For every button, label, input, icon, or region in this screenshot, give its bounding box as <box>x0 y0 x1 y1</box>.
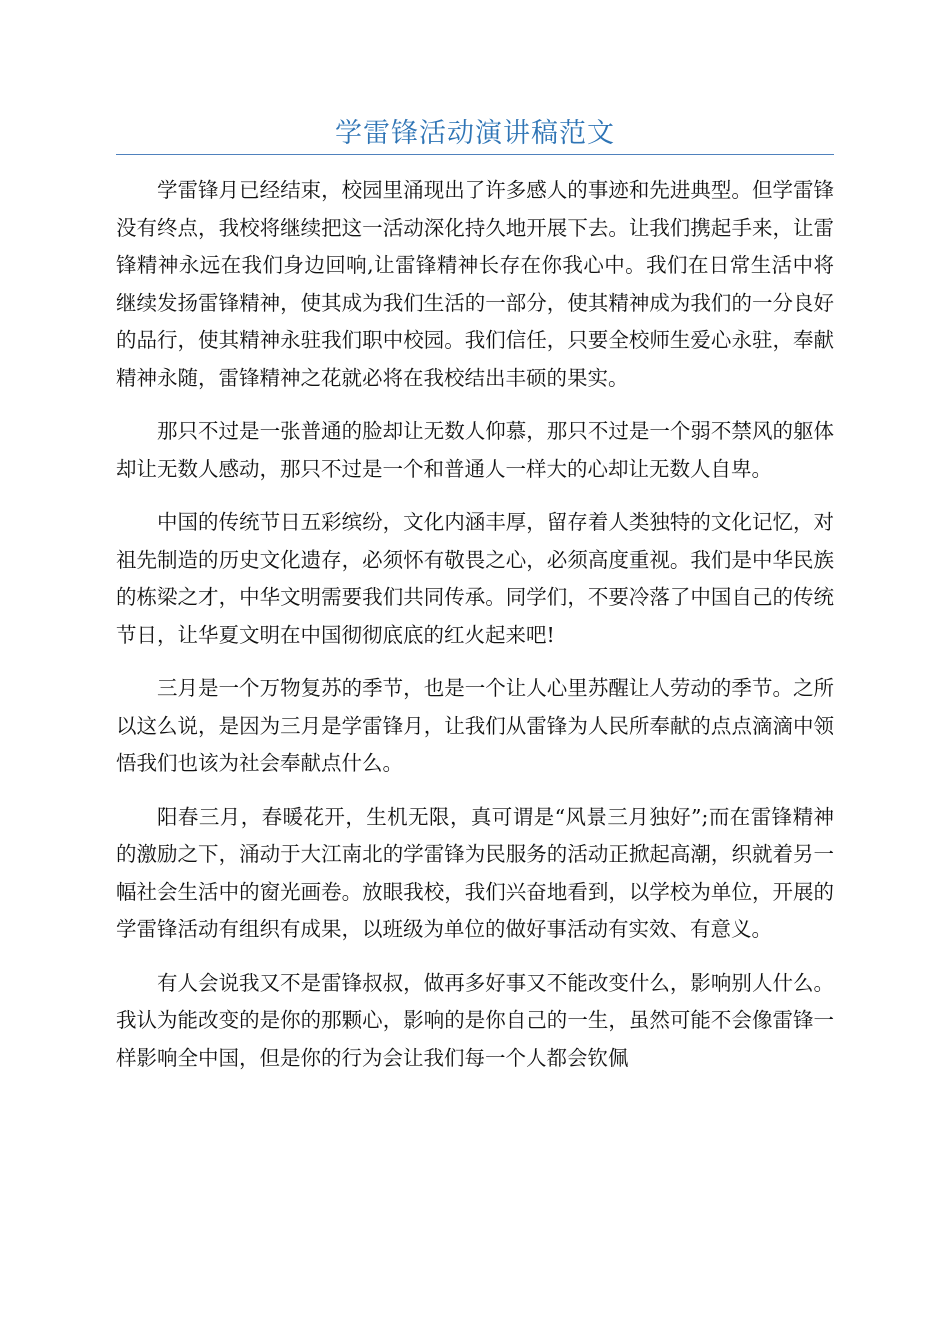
title-divider <box>116 154 834 155</box>
paragraph: 中国的传统节日五彩缤纷，文化内涵丰厚，留存着人类独特的文化记忆，对祖先制造的历史文化遗存，必须怀有敬畏之心，必须高度重视。我们是中华民族的栋梁之才，中华文明需要我们共同传承。同学们，不要冷落了中国自己的传统节日，让华夏文明在中国彻彻底底的红火起来吧! <box>116 510 834 647</box>
paragraph: 那只不过是一张普通的脸却让无数人仰慕，那只不过是一个弱不禁风的躯体却让无数人感动，那只不过是一个和普通人一样大的心却让无数人自卑。 <box>116 419 834 481</box>
paragraph: 三月是一个万物复苏的季节，也是一个让人心里苏醒让人劳动的季节。之所以这么说，是因为三月是学雷锋月，让我们从雷锋为人民所奉献的点点滴滴中领悟我们也该为社会奉献点什么。 <box>116 676 834 775</box>
document-title: 学雷锋活动演讲稿范文 <box>335 118 615 149</box>
document-body <box>116 172 834 1093</box>
paragraph: 有人会说我又不是雷锋叔叔，做再多好事又不能改变什么，影响别人什么。我认为能改变的是你的那颗心，影响的是你自己的一生，虽然可能不会像雷锋一样影响全中国，但是你的行为会让我们每一个人都会钦佩 <box>116 970 834 1070</box>
paragraph: 阳春三月，春暖花开，生机无限，真可谓是“风景三月独好”;而在雷锋精神的激励之下，涌动于大江南北的学雷锋为民服务的活动正掀起高潮，织就着另一幅社会生活中的窗光画卷。放眼我校，我们兴奋地看到，以学校为单位，开展的学雷锋活动有组织有成果，以班级为单位的做好事活动有实效、有意义。 <box>116 804 834 941</box>
paragraph: 学雷锋月已经结束，校园里涌现出了许多感人的事迹和先进典型。但学雷锋没有终点，我校将继续把这一活动深化持久地开展下去。让我们携起手来，让雷锋精神永远在我们身边回响,让雷锋精神长存在你我心中。我们在日常生活中将继续发扬雷锋精神，使其成为我们生活的一部分，使其精神成为我们的一分良好的品行，使其精神永驻我们职中校园。我们信任，只要全校师生爱心永驻，奉献精神永随，雷锋精神之花就必将在我校结出丰硕的果实。 <box>116 178 834 390</box>
